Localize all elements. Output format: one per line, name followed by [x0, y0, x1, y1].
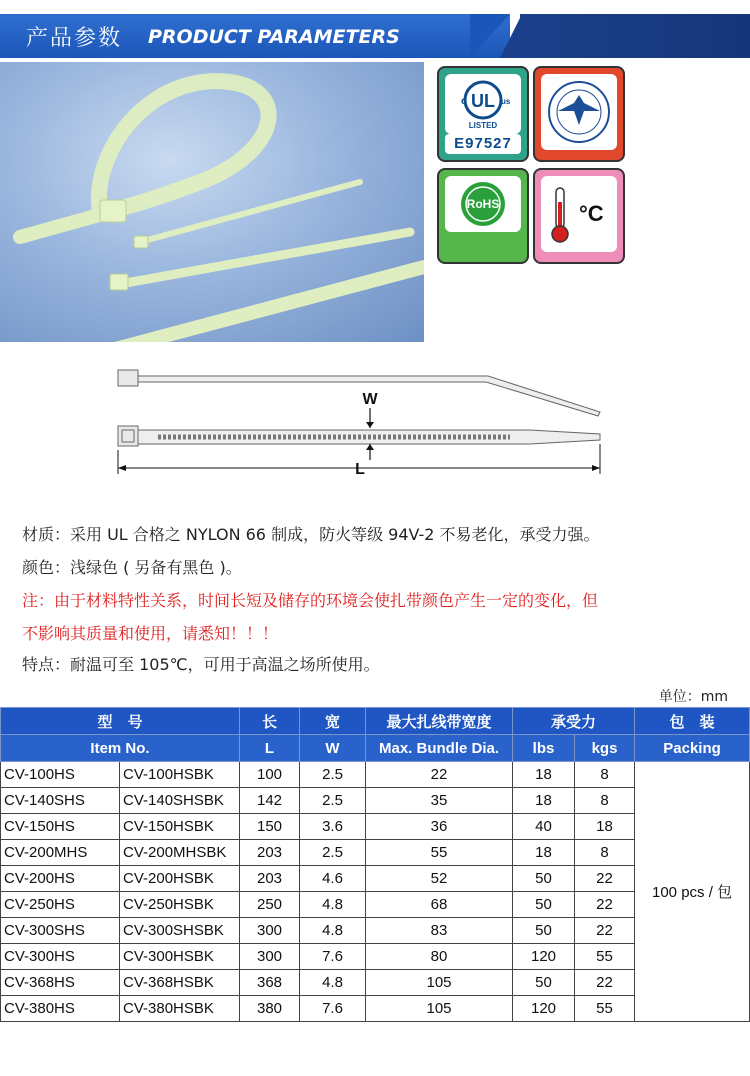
lbs-cell: 50 — [513, 970, 575, 996]
length-cell: 380 — [240, 996, 300, 1022]
abs-certification-badge — [533, 66, 625, 162]
celsius-label: °C — [579, 201, 604, 226]
col-tensile-cn: 承受力 — [513, 708, 635, 735]
product-photo — [0, 62, 424, 342]
length-label: L — [355, 461, 365, 478]
lbs-cell: 120 — [513, 996, 575, 1022]
bundle-cell: 80 — [366, 944, 513, 970]
width-cell: 2.5 — [300, 762, 366, 788]
abs-eagle-icon — [544, 77, 614, 147]
bundle-cell: 105 — [366, 970, 513, 996]
table-body — [1, 762, 750, 1022]
length-cell: 100 — [240, 762, 300, 788]
width-cell: 4.8 — [300, 892, 366, 918]
bundle-cell: 83 — [366, 918, 513, 944]
lbs-cell: 50 — [513, 918, 575, 944]
item-cell: CV-150HS — [1, 814, 120, 840]
feature-line: 特点：耐温可至 105℃，可用于高温之场所使用。 — [22, 655, 380, 674]
width-cell: 7.6 — [300, 996, 366, 1022]
unit-label: 单位：mm — [658, 689, 728, 705]
bundle-cell: 22 — [366, 762, 513, 788]
length-cell: 368 — [240, 970, 300, 996]
length-cell: 142 — [240, 788, 300, 814]
kgs-cell: 8 — [575, 762, 635, 788]
bundle-cell: 52 — [366, 866, 513, 892]
col-bundle-cn: 最大扎线带宽度 — [366, 708, 513, 735]
item-cell: CV-200MHS — [1, 840, 120, 866]
item-cell: CV-140SHS — [1, 788, 120, 814]
svg-text:c: c — [461, 96, 467, 107]
kgs-cell: 8 — [575, 840, 635, 866]
dimension-diagram — [110, 360, 610, 480]
item-cell: CV-380HS — [1, 996, 120, 1022]
width-cell: 2.5 — [300, 788, 366, 814]
col-packing: Packing — [635, 735, 750, 762]
rohs-label: RoHS — [466, 197, 500, 211]
material-line: 材质：采用 UL 合格之 NYLON 66 制成，防火等级 94V-2 不易老化，承受力强。 — [22, 525, 600, 544]
kgs-cell: 18 — [575, 814, 635, 840]
cable-ties-illustration — [0, 62, 424, 342]
lbs-cell: 50 — [513, 866, 575, 892]
item-bk-cell: CV-100HSBK — [120, 762, 240, 788]
col-bundle: Max. Bundle Dia. — [366, 735, 513, 762]
lbs-cell: 120 — [513, 944, 575, 970]
width-cell: 4.8 — [300, 970, 366, 996]
svg-text:us: us — [501, 97, 511, 106]
col-kgs: kgs — [575, 735, 635, 762]
kgs-cell: 22 — [575, 892, 635, 918]
note-line-1: 注：由于材料特性关系，时间长短及储存的环境会使扎带颜色产生一定的变化，但 — [22, 591, 599, 610]
width-label: W — [362, 391, 378, 408]
item-cell: CV-368HS — [1, 970, 120, 996]
parameter-table — [0, 707, 750, 1022]
kgs-cell: 55 — [575, 944, 635, 970]
item-bk-cell: CV-300SHSBK — [120, 918, 240, 944]
width-cell: 4.8 — [300, 918, 366, 944]
length-cell: 300 — [240, 944, 300, 970]
item-bk-cell: CV-150HSBK — [120, 814, 240, 840]
width-cell: 7.6 — [300, 944, 366, 970]
table-row — [1, 762, 750, 788]
col-model-cn: 型 号 — [1, 708, 240, 735]
bundle-cell: 68 — [366, 892, 513, 918]
color-line: 颜色：浅绿色 ( 另备有黑色 )。 — [22, 558, 242, 577]
length-cell: 203 — [240, 866, 300, 892]
header-row-en — [1, 735, 750, 762]
item-bk-cell: CV-300HSBK — [120, 944, 240, 970]
item-bk-cell: CV-200MHSBK — [120, 840, 240, 866]
col-length: L — [240, 735, 300, 762]
item-cell: CV-300SHS — [1, 918, 120, 944]
bundle-cell: 36 — [366, 814, 513, 840]
header-title-en: PRODUCT PARAMETERS — [148, 26, 400, 48]
col-lbs: lbs — [513, 735, 575, 762]
width-cell: 4.6 — [300, 866, 366, 892]
kgs-cell: 22 — [575, 970, 635, 996]
temperature-badge — [533, 168, 625, 264]
svg-text:LISTED: LISTED — [468, 121, 498, 130]
kgs-cell: 22 — [575, 866, 635, 892]
width-cell: 2.5 — [300, 840, 366, 866]
section-header — [0, 14, 750, 58]
col-width-cn: 宽 — [300, 708, 366, 735]
width-cell: 3.6 — [300, 814, 366, 840]
lbs-cell: 50 — [513, 892, 575, 918]
ul-logo-icon — [453, 78, 513, 130]
length-cell: 203 — [240, 840, 300, 866]
header-title-cn: 产品参数 — [26, 26, 123, 51]
lbs-cell: 18 — [513, 788, 575, 814]
ul-number: E97527 — [445, 134, 521, 154]
item-bk-cell: CV-380HSBK — [120, 996, 240, 1022]
bundle-cell: 35 — [366, 788, 513, 814]
item-cell: CV-300HS — [1, 944, 120, 970]
col-width: W — [300, 735, 366, 762]
item-cell: CV-250HS — [1, 892, 120, 918]
item-cell: CV-100HS — [1, 762, 120, 788]
header-band-dark — [520, 14, 750, 58]
col-packing-cn: 包 装 — [635, 708, 750, 735]
lbs-cell: 18 — [513, 840, 575, 866]
rohs-certification-badge — [437, 168, 529, 264]
kgs-cell: 8 — [575, 788, 635, 814]
lbs-cell: 40 — [513, 814, 575, 840]
item-bk-cell: CV-368HSBK — [120, 970, 240, 996]
col-length-cn: 长 — [240, 708, 300, 735]
length-cell: 300 — [240, 918, 300, 944]
packing-cell: 100 pcs / 包 — [635, 762, 750, 1022]
item-bk-cell: CV-140SHSBK — [120, 788, 240, 814]
svg-text:UL: UL — [471, 91, 495, 111]
lbs-cell: 18 — [513, 762, 575, 788]
item-bk-cell: CV-250HSBK — [120, 892, 240, 918]
item-bk-cell: CV-200HSBK — [120, 866, 240, 892]
note-line-2: 不影响其质量和使用，请悉知！！！ — [22, 624, 279, 643]
length-cell: 150 — [240, 814, 300, 840]
header-row-cn — [1, 708, 750, 735]
col-item: Item No. — [1, 735, 240, 762]
item-cell: CV-200HS — [1, 866, 120, 892]
bundle-cell: 55 — [366, 840, 513, 866]
length-cell: 250 — [240, 892, 300, 918]
ul-certification-badge — [437, 66, 529, 162]
header-slant-dark — [500, 14, 522, 58]
bundle-cell: 105 — [366, 996, 513, 1022]
kgs-cell: 55 — [575, 996, 635, 1022]
thermometer-icon — [549, 184, 571, 244]
kgs-cell: 22 — [575, 918, 635, 944]
